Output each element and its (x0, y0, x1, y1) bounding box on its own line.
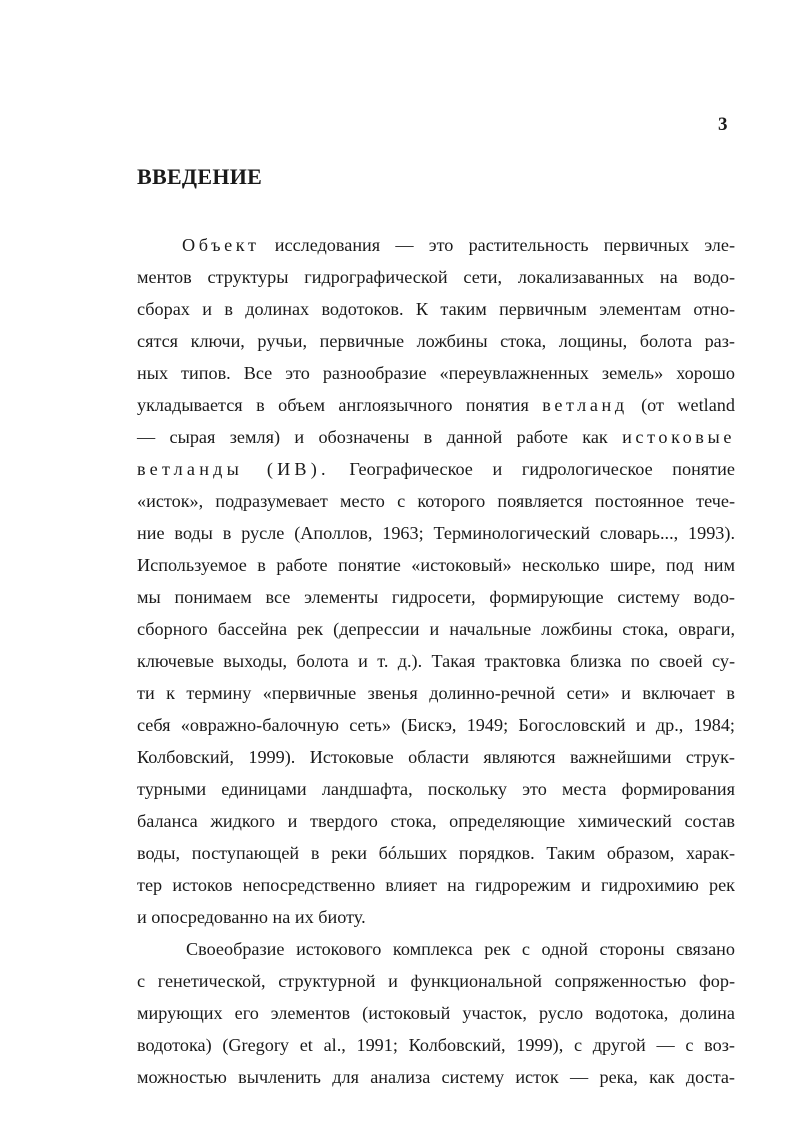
paragraph-line: тер истоков непосредственно влияет на гидрорежим и гидрохимию рек (137, 875, 735, 895)
paragraph-line: ние воды в русле (Аполлов, 1963; Терминологический словарь..., 1993). (137, 523, 735, 543)
paragraph-line: ключевые выходы, болота и т. д.). Такая трактовка близка по своей су- (137, 651, 735, 671)
paragraph-line: сборах и в долинах водотоков. К таким первичным элементам отно- (137, 299, 735, 319)
paragraph-line: мы понимаем все элементы гидросети, формирующие систему водо- (137, 587, 735, 607)
paragraph-line (182, 233, 735, 257)
paragraph-line (137, 393, 735, 417)
section-heading: ВВЕДЕНИЕ (137, 164, 263, 189)
paragraph-line: с генетической, структурной и функциональной сопряженностью фор- (137, 971, 735, 991)
paragraph-line: воды, поступающей в реки бóльших порядков. Таким образом, харак- (137, 843, 735, 863)
paragraph-line: мирующих его элементов (истоковый участок, русло водотока, долина (137, 1003, 735, 1023)
emphasis-text: ветланд (542, 395, 628, 415)
paragraph-line: Используемое в работе понятие «истоковый» несколько шире, под ним (137, 555, 735, 575)
paragraph-line: себя «овражно-балочную сеть» (Бискэ, 1949; Богословский и др., 1984; (137, 715, 735, 735)
paragraph-line: Колбовский, 1999). Истоковые области являются важнейшими струк- (137, 747, 735, 767)
paragraph-line: турными единицами ландшафта, поскольку это места формирования (137, 779, 735, 799)
paragraph-line: ных типов. Все это разнообразие «переувлажненных земель» хорошо (137, 363, 735, 383)
paragraph-line: Своеобразие истокового комплекса рек с одной стороны связано (186, 939, 735, 959)
line-text: (от wetland (627, 395, 735, 415)
page-number: 3 (718, 114, 728, 135)
paragraph-line: и опосредованно на их биоту. (137, 907, 366, 927)
line-text: Географическое и гидрологическое понятие (329, 459, 735, 479)
paragraph-line: ти к термину «первичные звенья долинно-речной сети» и включает в (137, 683, 735, 703)
paragraph-line: сятся ключи, ручьи, первичные ложбины стока, лощины, болота раз- (137, 331, 735, 351)
line-text: — сырая земля) и обозначены в данной работе как (137, 427, 623, 447)
line-text: исследования — это растительность первичных эле- (259, 235, 735, 255)
line-text: укладывается в объем англоязычного понятия (137, 395, 543, 415)
emphasis-text: ветланды (ИВ). (137, 459, 330, 479)
paragraph-line: ментов структуры гидрографической сети, локализаванных на водо- (137, 267, 735, 287)
emphasis-text: Объект (182, 235, 260, 255)
paragraph-line: можностью вычленить для анализа систему исток — река, как доста- (137, 1067, 735, 1087)
paragraph-line: баланса жидкого и твердого стока, определяющие химический состав (137, 811, 735, 831)
paragraph-line: водотока) (Gregory et al., 1991; Колбовский, 1999), с другой — с воз- (137, 1035, 735, 1055)
paragraph-line: «исток», подразумевает место с которого появляется постоянное тече- (137, 491, 735, 511)
paragraph-line: сборного бассейна рек (депрессии и начальные ложбины стока, овраги, (137, 619, 735, 639)
emphasis-text: истоковые (622, 427, 735, 447)
paragraph-line (137, 425, 735, 449)
paragraph-line (137, 457, 735, 481)
